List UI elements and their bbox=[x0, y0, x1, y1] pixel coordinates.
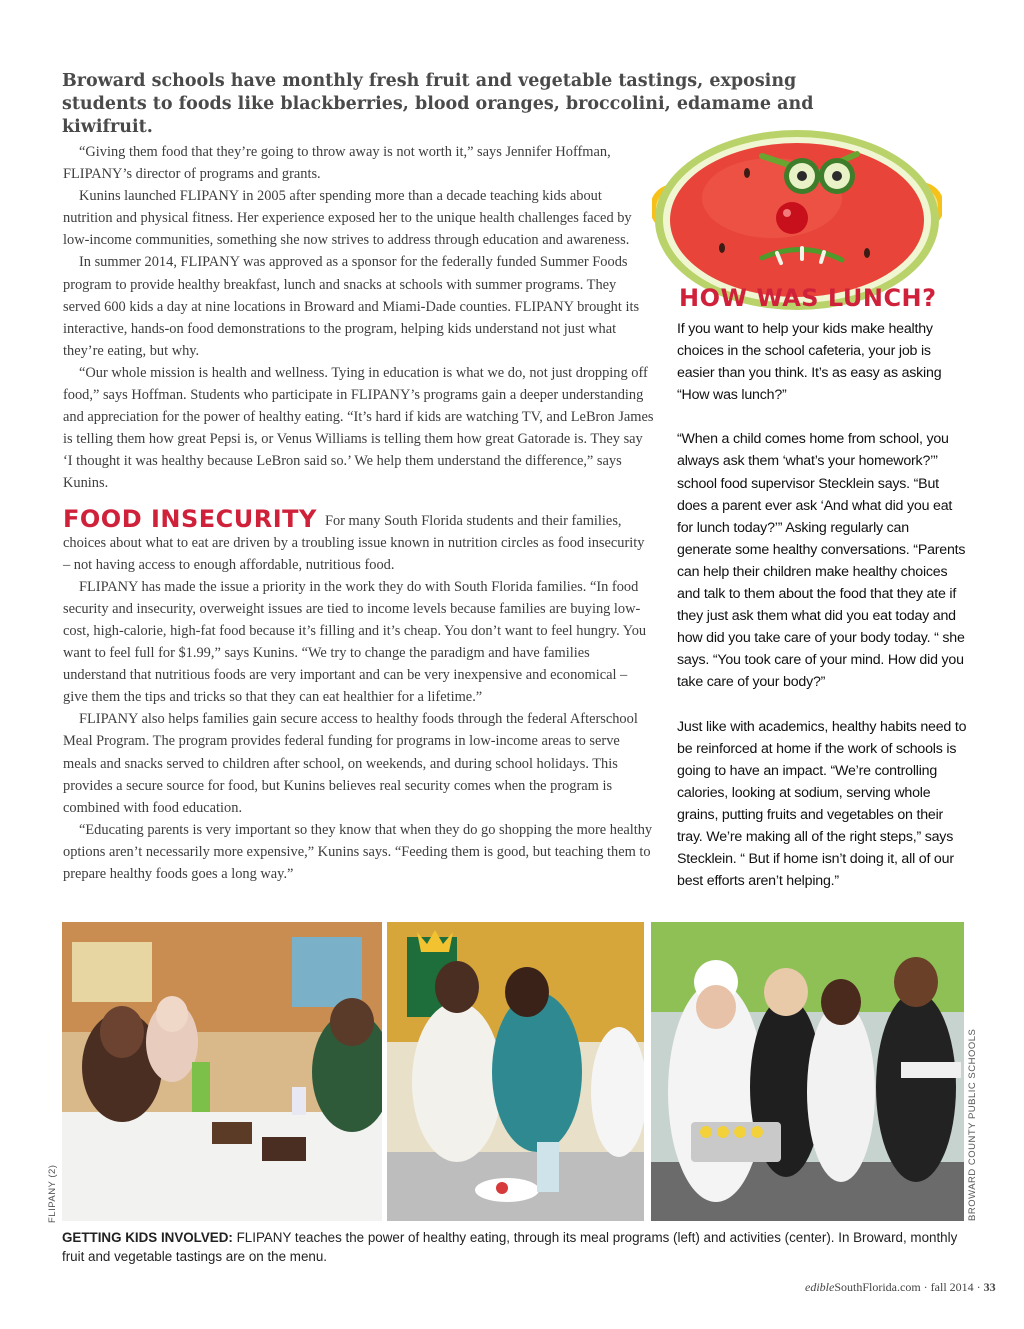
footer-site: SouthFlorida.com bbox=[834, 1280, 921, 1294]
page-number: 33 bbox=[983, 1280, 996, 1294]
section-lead-text: For many South Florida students and their families, choices about what to eat are driven by a troubling issue known in nutrition circles as food insecurity – not having access to enough affordable, nutritious food. bbox=[63, 512, 645, 573]
paragraph-summer-2014: In summer 2014, FLIPANY was approved as a sponsor for the federally funded Summer Foods program to provide healthy breakfast, lunch and snacks at schools with summer programs. They served 600 kids a day at nine locations in Broward and Miami-Dade counties. FLIPANY brought its interactive, hands-on food demonstrations to the program, helping kids understand not just what they’re eating, but why. bbox=[63, 254, 640, 359]
photo-caption bbox=[62, 1228, 972, 1266]
sidebar-how-was-lunch bbox=[677, 318, 967, 914]
paragraph-mission: “Our whole mission is health and wellness. Tying in education is what we do, not just dropping off food,” says Hoffman. Students who participate in FLIPANY’s programs gain a deeper understanding and appreciation for the power of healthy eating. “It’s hard if kids are watching TV, and LeBron James is telling them how great Pepsi is, or Venus Williams is telling them how great Gatorade is. They say ‘I thought it was healthy because LeBron said so.’ We help them understand the difference,” says Kunins. bbox=[63, 364, 654, 492]
sidebar-paragraph-intro: If you want to help your kids make healthy choices in the school cafeteria, your job is easier than you think. It’s as easy as asking “How was lunch?” bbox=[677, 321, 942, 404]
section-heading-food-insecurity: FOOD INSECURITY bbox=[63, 504, 317, 533]
footer-site-italic: edible bbox=[805, 1280, 835, 1294]
paragraph-priority: FLIPANY has made the issue a priority in the work they do with South Florida families. “In food security and insecurity, overweight issues are tied to income levels because families are buying low-cost, high-calorie, high-fat food because it’s filling and it’s cheap. You don’t want to feel hungry. You want to feel full for $1.99,” says Kunins. “We try to change the paradigm and have families understand that nutritious foods are very important and can be very inexpensive and economical – give them the tips and tricks so that they can eat healthier for a lifetime.” bbox=[63, 578, 647, 706]
photo-credit-right: BROWARD COUNTY PUBLIC SCHOOLS bbox=[967, 1028, 978, 1221]
photo-right-tastings bbox=[651, 922, 964, 1221]
sidebar-heading: HOW WAS LUNCH? bbox=[679, 284, 937, 312]
paragraph-kunins-launch: Kunins launched FLIPANY in 2005 after spending more than a decade teaching kids about nutrition and physical fitness. Her experience exposed her to the unique health challenges faced by low-income communities, something she now strives to address through education and awareness. bbox=[63, 188, 632, 249]
page-footer bbox=[805, 1280, 996, 1295]
caption-text: FLIPANY teaches the power of healthy eating, through its meal programs (left) and activities (center). In Broward, monthly fruit and vegetable tastings are on the menu. bbox=[62, 1230, 958, 1264]
photo-left-meal-program bbox=[62, 922, 382, 1221]
sidebar-paragraph-habits: Just like with academics, healthy habits need to be reinforced at home if the work of schools is going to have an impact. “We’re controlling calories, looking at sodium, serving whole grains, putting fruits and vegetables on their tray. We’re making all of the right steps,” says Stecklein. “ But if home isn’t doing it, all of our best efforts aren’t helping.” bbox=[677, 718, 967, 890]
paragraph-afterschool: FLIPANY also helps families gain secure access to healthy foods through the federal Afterschool Meal Program. The program provides federal funding for programs in low-income areas to serve meals and snacks served to children after school, on weekends, and during school holidays. This provides a secure source for food, but Kunins believes real security comes when the program is combined with food education. bbox=[63, 711, 638, 816]
sidebar-paragraph-stecklein: “When a child comes home from school, you always ask them ‘what’s your homework?’” school food supervisor Stecklein says. “But does a parent ever ask ‘And what did you eat for lunch today?’” Asking regularly can generate some healthy conversations. “Parents can help their children make healthy choices and talk to them about the food that they ate if they just ask them what did you eat today and how did you take care of your body today. “ she says. “You took care of your mind. How did you take care of your body?” bbox=[677, 431, 966, 691]
paragraph-hoffman-quote: “Giving them food that they’re going to throw away is not worth it,” says Jennifer Hoffman, FLIPANY’s director of programs and grants. bbox=[63, 144, 611, 183]
caption-lead: GETTING KIDS INVOLVED: bbox=[62, 1230, 233, 1245]
main-article-column bbox=[63, 141, 655, 885]
headline: Broward schools have monthly fresh fruit and vegetable tastings, exposing students to foods like blackberries, blood oranges, broccolini, edamame and kiwifruit. bbox=[62, 71, 814, 137]
paragraph-educating-parents: “Educating parents is very important so they know that when they do go shopping the more healthy options aren’t necessarily more expensive,” Kunins says. “Feeding them is good, but teaching them to prepare healthy foods goes a long way.” bbox=[63, 821, 653, 882]
paragraph-food-insecurity-lead bbox=[63, 504, 655, 576]
photo-center-activities bbox=[387, 922, 644, 1221]
photo-credit-left: FLIPANY (2) bbox=[47, 1164, 58, 1223]
footer-issue: · fall 2014 · bbox=[920, 1280, 984, 1294]
